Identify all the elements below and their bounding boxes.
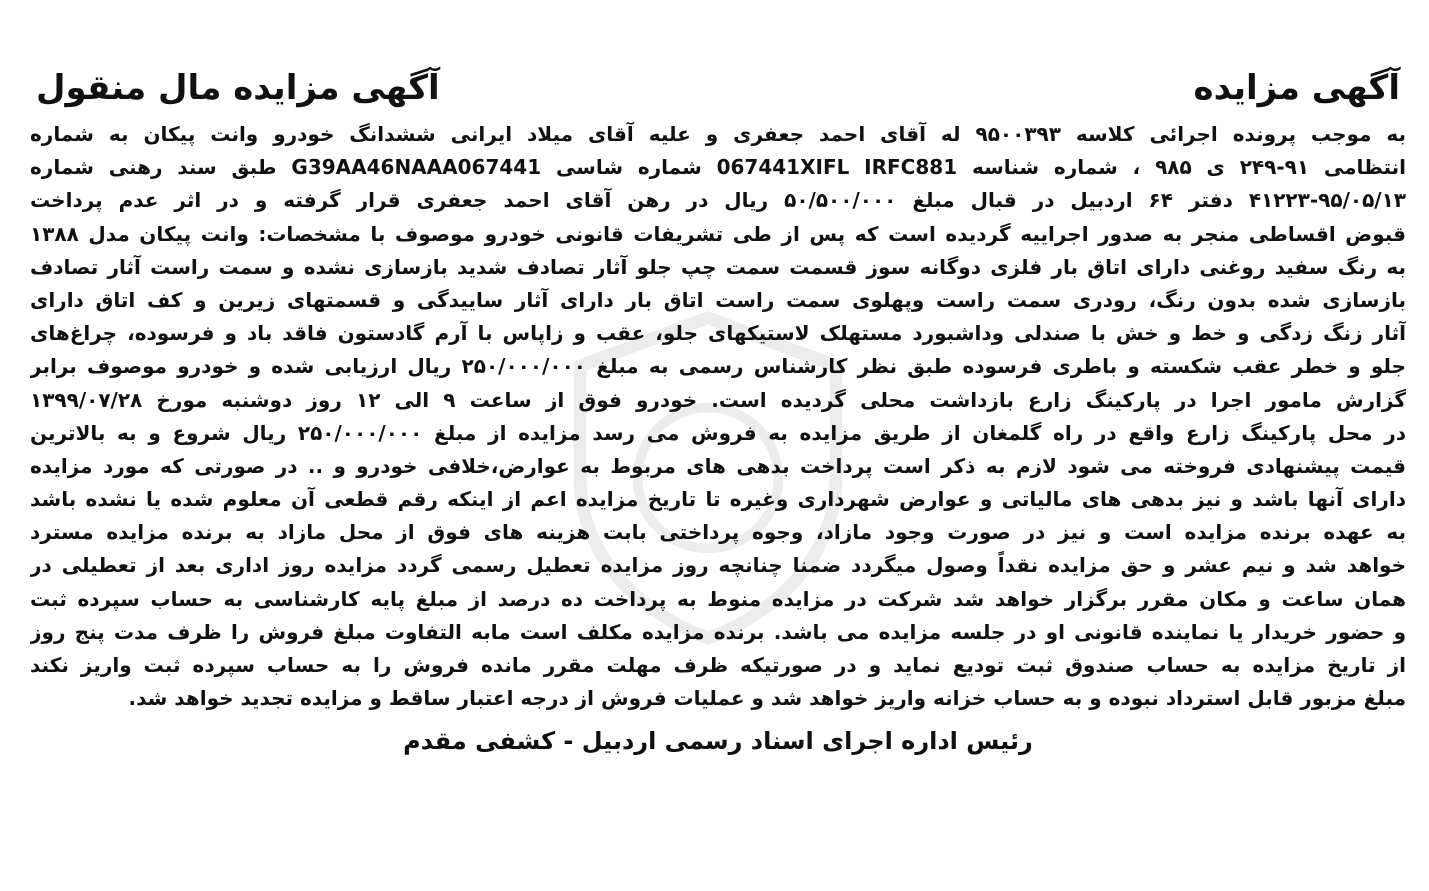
body-line: مبلغ مزبور قابل استرداد نبوده و به حساب خزانه واریز خواهد شد و عملیات فروش از درجه اعتبار ساقط و مزایده تجدید خواهد شد.	[128, 686, 1406, 711]
notice-title: آگهی مزایده	[1193, 68, 1400, 108]
body-line: به موجب پرونده اجرائی کلاسه ۹۵۰۰۳۹۳ له آقای احمد جعفری و علیه آقای میلاد ایرانی ششدانگ خودرو وانت پیکان به شماره	[30, 122, 1406, 146]
body-line: از تاریخ مزایده به حساب صندوق ثبت تودیع نماید و در صورتیکه ظرف مهلت مقرر مانده فروش را به حساب سپرده ثبت واریز نکند	[30, 653, 1406, 677]
notice-body	[28, 118, 1408, 715]
body-line: جلو و خطر عقب شکسته و باطری فرسوده طبق نظر کارشناس رسمی به مبلغ ۲۵۰/۰۰۰/۰۰۰ ریال ارزیابی شده و خودرو موصوف برابر	[30, 354, 1406, 379]
notice-header	[28, 58, 1408, 118]
body-line: دارای آنها باشد و نیز بدهی های مالیاتی و عوارض شهرداری وغیره تا تاریخ مزایده اعم از اینکه رقم قطعی آن معلوم شده یا نشده باشد	[30, 487, 1406, 512]
body-line: گزارش مامور اجرا در پارکینگ زارع بازداشت محلی گردیده است. خودرو فوق از ساعت ۹ الی ۱۲ روز دوشنبه مورخ ۱۳۹۹/۰۷/۲۸	[30, 387, 1406, 412]
body-line: قیمت پیشنهادی فروخته می شود لازم به ذکر است پرداخت بدهی های مربوط به عوارض،خلافی خودرو و .. در صورتی که مورد مزایده	[30, 453, 1406, 478]
body-line: قبوض اقساطی منجر به صدور اجراییه گردیده است که پس از طی تشریفات قانونی خودرو موصوف با مشخصات: وانت پیکان مدل ۱۳۸۸	[30, 221, 1406, 246]
body-line: به عهده برنده مزایده است و نیز در صورت وجود مازاد، وجوه پرداختی بابت هزینه های فوق از محل مازاد به برنده مزایده مسترد	[30, 520, 1406, 545]
body-line: همان ساعت و مکان مقرر برگزار خواهد شد شرکت در مزایده منوط به پرداخت ده درصد از مبلغ پایه کارشناسی به حساب سپرده ثبت	[30, 586, 1406, 611]
body-line: ۴۱۲۲۳-۹۵/۰۵/۱۳ دفتر ۶۴ اردبیل در قبال مبلغ ۵۰/۵۰۰/۰۰۰ ریال در رهن آقای احمد جعفری قرار گرفته و در اثر عدم پرداخت	[30, 188, 1406, 213]
auction-notice	[28, 58, 1408, 848]
body-line: به رنگ سفید روغنی دارای اتاق بار فلزی دوگانه سوز قسمت سمت چپ جلو آثار تصادف شدید بازسازی نشده و سمت راست آثار تصادف	[30, 254, 1406, 279]
body-line: بازسازی شده بدون رنگ، رودری سمت راست وپهلوی سمت راست اتاق بار دارای آثار ساییدگی و قسمتهای زیرین و کف اتاق دارای	[30, 287, 1406, 312]
body-line: و حضور خریدار یا نماینده قانونی او در جلسه مزایده می باشد. برنده مزایده مکلف است مابه التفاوت مبلغ فروش را ظرف مدت پنج روز	[30, 619, 1406, 644]
notice-subtitle: آگهی مزایده مال منقول	[36, 68, 440, 108]
body-line: در محل پارکینگ زارع واقع در راه گلمغان از طریق مزایده به فروش می رسد مزایده از مبلغ ۲۵۰/۰۰۰/۰۰۰ ریال شروع و به بالاترین	[30, 420, 1406, 445]
signature: رئیس اداره اجرای اسناد رسمی اردبیل - کشفی مقدم	[403, 727, 1033, 756]
body-line: خواهد شد و نیم عشر و حق مزایده نقداً وصول میگردد ضمنا چنانچه روز مزایده تعطیل رسمی گردد مزایده روز اداری بعد از تعطیلی در	[30, 553, 1406, 578]
body-line: آثار زنگ زدگی و خط و خش با صندلی وداشبورد مستهلک لاستیکهای جلو، عقب و زاپاس با آرم گادستون فاقد باد و فرسوده، چراغ‌های	[30, 321, 1406, 346]
body-line: انتظامی ۹۱-۲۴۹ ی ۹۸۵ ، شماره شناسه 067441XIFL IRFC881 شماره شاسی G39AA46NAAA067441 طبق سند رهنی شماره	[30, 155, 1406, 180]
